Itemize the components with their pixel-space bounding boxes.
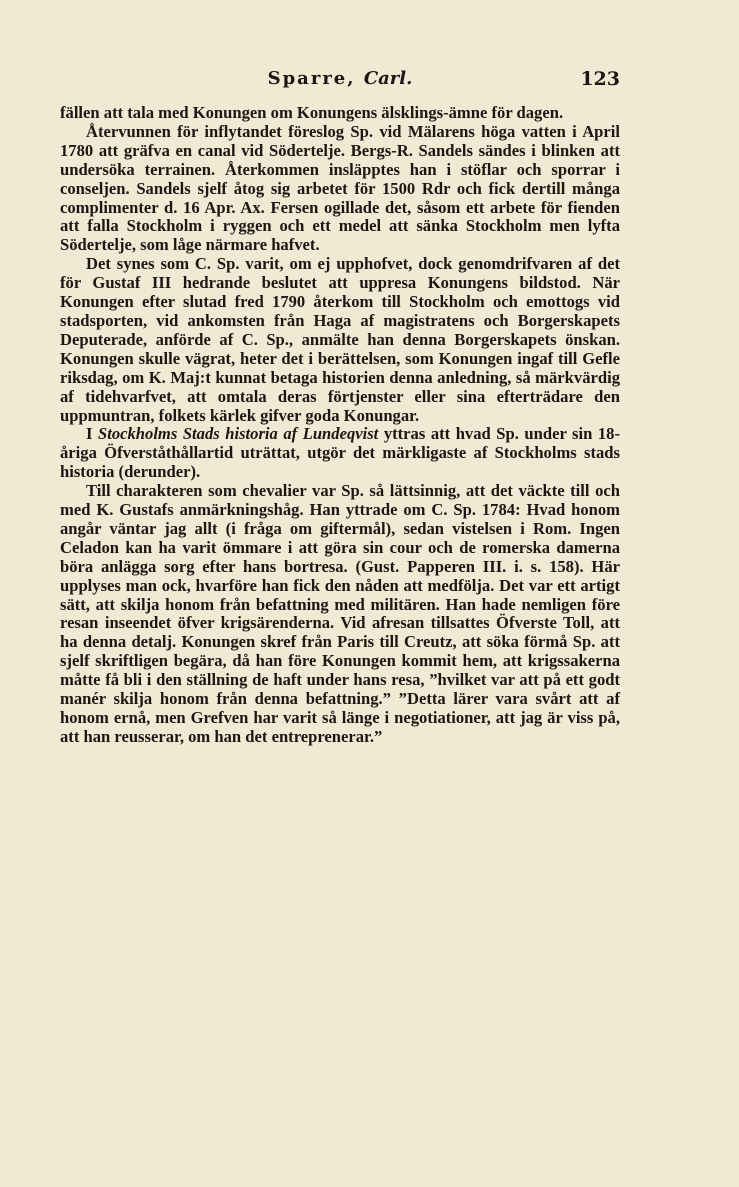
paragraph: Återvunnen för inflytandet föreslog Sp. vid Mälarens höga vatten i April 1780 att gräfva en canal vid Söderteljе. Bergs-R. Sandels sändes i blinken att undersöka terrainen. Återkommen insläpptes han i stöflar och sporrar i conseljen. Sandels sjelf åtog sig arbetet för 1500 Rdr och fick dertill många complimenter d. 16 Apr. Ax. Fersen ogillade det, såsom ett arbete för fienden att falla Stockholm i ryggen och ett medel att sänka Stockholm men lyfta Södertelje, som låge närmare hafvet. <box>60 121 620 255</box>
paragraph-prefix: I <box>86 424 98 444</box>
paragraph: fällen att tala med Konungen om Konungens älsklings-ämne för dagen. <box>60 103 564 122</box>
page-header <box>60 68 620 94</box>
book-title: Stockholms Stads historia af Lundeqvist <box>98 424 379 444</box>
page-number: 123 <box>580 68 620 90</box>
body-text <box>60 104 620 747</box>
paragraph-text: yttras att hvad Sp. under sin 18-åriga Öfverståthållartid uträttat, utgör det märkligaste af Stockholms stads historia (derunder). <box>60 424 621 482</box>
paragraph: Till charakteren som chevalier var Sp. så lättsinnig, att det väckte till och med K. Gustafs anmärkningshåg. Han yttrade om C. Sp. 1784: Hvad honom angår väntar jag allt (i fråga om giftermål), sedan vistelsen i Rom. Ingen Celadon kan ha varit ömmare i att göra sin cour och de romerska damerna böra anlägga sorg efter hans bortresa. (Gust. Papperen III. i. s. 158). Här upplyses man ock, hvarföre han fick den nåden att medfölja. Det var ett artigt sätt, att skilja honom från befattning med militären. Han hade nemligen före resan inseendet öfver krigsärenderna. Vid afresan tillsattes Öfverste Toll, att ha denna detalj. Konungen skref från Paris till Creutz, att söka förmå Sp. att sjelf skriftligen begära, då han före Konungen kommit hem, att krigssakerna måtte få bli i den ställning de haft under hans resa, ”hvilket var att på ett godt manér skilja honom från denna befattning.” ”Detta lärer vara svårt att af honom ernå, men Grefven har varit så länge i negotiationer, att jag är viss på, att han reusserar, om han det entreprenerar.” <box>60 481 620 746</box>
running-head <box>60 68 620 89</box>
paragraph-with-citation <box>60 425 620 482</box>
running-head-name: Sparre, <box>267 68 356 89</box>
running-head-given-name: Carl. <box>363 68 413 89</box>
paragraph: Det synes som C. Sp. varit, om ej upphofvet, dock genomdrifvaren af det för Gustaf III hedrande beslutet att uppresa Konungens bildstod. När Konungen efter slutad fred 1790 återkom till Stockholm och emottogs vid stadsporten, vid ankomsten från Haga af magistratens och Borgerskapets Deputerade, anförde af C. Sp., anmälte han denna Borgerskapets önskan. Konungen skulle vägrat, heter det i berättelsen, som Konungen ingaf till Gefle riksdag, om K. Maj:t kunnat betaga historien denna anledning, så märkvärdig af tidehvarfvet, att omtala deras förtjenster eller sina efterträdare den uppmuntran, folkets kärlek gifver goda Konungar. <box>60 254 620 425</box>
